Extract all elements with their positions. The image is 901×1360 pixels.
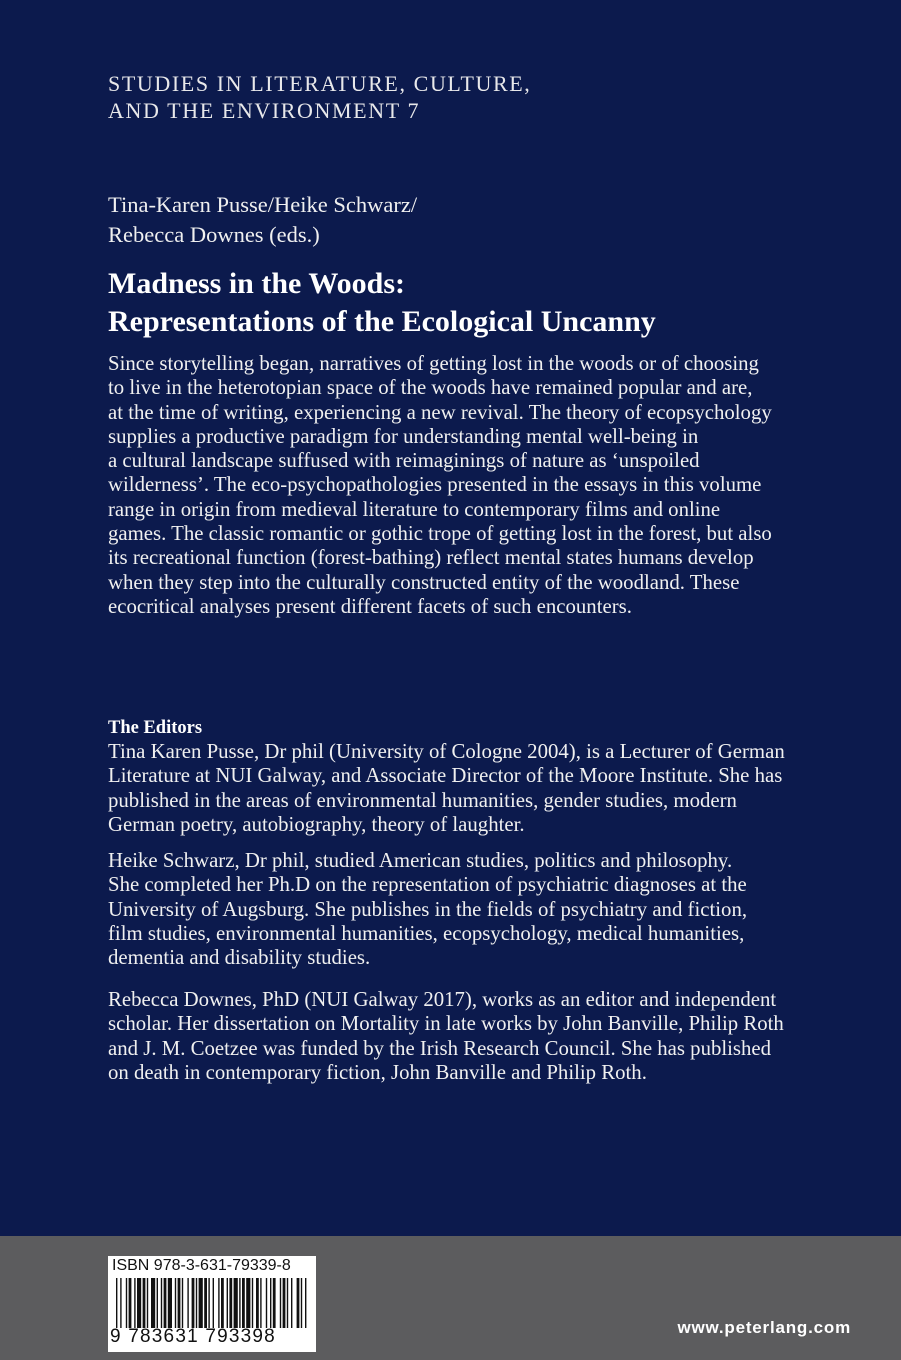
- barcode-bar: [221, 1278, 224, 1328]
- barcode-bar: [151, 1278, 155, 1328]
- barcode-bar: [147, 1278, 148, 1328]
- bio-line: film studies, environmental humanities, ecopsychology, medical humanities,: [108, 921, 745, 945]
- book-title-line-2: Representations of the Ecological Uncanny: [108, 305, 656, 338]
- editor-names: [108, 190, 808, 250]
- book-title: [108, 265, 868, 341]
- bio-line: published in the areas of environmental humanities, gender studies, modern: [108, 788, 737, 812]
- barcode-bar: [266, 1278, 267, 1328]
- barcode-bar: [239, 1278, 240, 1328]
- barcode-bar: [252, 1278, 253, 1328]
- barcode-bar: [305, 1278, 306, 1328]
- barcode-digits: 9 783631 793398: [110, 1326, 276, 1347]
- blurb-line: supplies a productive paradigm for understanding mental well-being in: [108, 424, 699, 448]
- barcode-bar: [192, 1278, 195, 1328]
- bio-line: University of Augsburg. She publishes in the fields of psychiatry and fiction,: [108, 897, 748, 921]
- blurb-line: at the time of writing, experiencing a new revival. The theory of ecopsychology: [108, 400, 772, 424]
- bio-line: and J. M. Coetzee was funded by the Irish Research Council. She has published: [108, 1036, 772, 1060]
- isbn-barcode: [108, 1256, 316, 1352]
- barcode-bar: [297, 1278, 300, 1328]
- barcode-bars-icon: [116, 1278, 308, 1328]
- series-title: [108, 70, 808, 124]
- bio-line: scholar. Her dissertation on Mortality in late works by John Banville, Philip Roth: [108, 1012, 784, 1036]
- blurb-line: wilderness’. The eco-psychopathologies presented in the essays in this volume: [108, 473, 762, 497]
- editor-names-line-1: Tina-Karen Pusse/Heike Schwarz/: [108, 192, 418, 217]
- barcode-bar: [218, 1278, 219, 1328]
- barcode-bar: [137, 1278, 141, 1328]
- barcode-bar: [196, 1278, 197, 1328]
- barcode-bar: [120, 1278, 121, 1328]
- barcode-bar: [129, 1278, 132, 1328]
- barcode-bar: [143, 1278, 146, 1328]
- editors-heading: The Editors: [108, 718, 203, 738]
- bio-line: on death in contemporary fiction, John Banville and Philip Roth.: [108, 1060, 647, 1084]
- barcode-bar: [283, 1278, 286, 1328]
- blurb-line: to live in the heterotopian space of the woods have remained popular and are,: [108, 376, 753, 400]
- editor-bio-pusse: [108, 740, 848, 837]
- blurb-line: when they step into the culturally constructed entity of the woodland. These: [108, 570, 740, 594]
- book-title-line-1: Madness in the Woods:: [108, 267, 406, 300]
- barcode-bar: [242, 1278, 245, 1328]
- barcode-bar: [199, 1278, 203, 1328]
- bio-line: Tina Karen Pusse, Dr phil (University of Cologne 2004), is a Lecturer of German: [108, 740, 785, 763]
- series-line-2: AND THE ENVIRONMENT 7: [108, 98, 421, 123]
- footer-band: [0, 1236, 901, 1360]
- barcode-bar: [164, 1278, 167, 1328]
- book-blurb: [108, 352, 848, 619]
- editor-names-line-2: Rebecca Downes (eds.): [108, 222, 320, 247]
- barcode-bar: [175, 1278, 176, 1328]
- bio-line: She completed her Ph.D on the representation of psychiatric diagnoses at the: [108, 873, 747, 897]
- barcode-bar: [168, 1278, 172, 1328]
- bio-line: Literature at NUI Galway, and Associate Director of the Moore Institute. She has: [108, 764, 783, 788]
- bio-line: Rebecca Downes, PhD (NUI Galway 2017), works as an editor and independent: [108, 988, 777, 1011]
- bio-line: dementia and disability studies.: [108, 946, 371, 970]
- barcode-bar: [280, 1278, 281, 1328]
- barcode-bar: [291, 1278, 292, 1328]
- barcode-bar: [260, 1278, 261, 1328]
- publisher-website-link[interactable]: www.peterlang.com: [677, 1318, 851, 1337]
- barcode-bar: [178, 1278, 181, 1328]
- isbn-label: ISBN 978-3-631-79339-8: [112, 1257, 291, 1274]
- barcode-bar: [134, 1278, 135, 1328]
- editor-bio-schwarz: [108, 849, 848, 970]
- barcode-bar: [246, 1278, 250, 1328]
- barcode-bar: [157, 1278, 158, 1328]
- series-line-1: STUDIES IN LITERATURE, CULTURE,: [108, 71, 532, 96]
- barcode-bar: [204, 1278, 207, 1328]
- barcode-bar: [126, 1278, 127, 1328]
- blurb-line: its recreational function (forest-bathing) reflect mental states humans develop: [108, 546, 754, 570]
- barcode-bar: [273, 1278, 276, 1328]
- barcode-bar: [234, 1278, 238, 1328]
- barcode-bar: [270, 1278, 271, 1328]
- bio-line: Heike Schwarz, Dr phil, studied American studies, politics and philosophy.: [108, 849, 733, 872]
- barcode-bar: [116, 1278, 117, 1328]
- barcode-bar: [287, 1278, 288, 1328]
- bio-line: German poetry, autobiography, theory of laughter.: [108, 812, 525, 836]
- barcode-bar: [213, 1278, 214, 1328]
- barcode-bar: [187, 1278, 188, 1328]
- barcode-bar: [229, 1278, 232, 1328]
- blurb-line: Since storytelling began, narratives of getting lost in the woods or of choosing: [108, 352, 759, 375]
- barcode-bar: [208, 1278, 209, 1328]
- barcode-bar: [301, 1278, 302, 1328]
- blurb-line: games. The classic romantic or gothic trope of getting lost in the forest, but also: [108, 522, 772, 546]
- barcode-bar: [256, 1278, 259, 1328]
- barcode-bar: [227, 1278, 228, 1328]
- barcode-bar: [182, 1278, 183, 1328]
- blurb-line: a cultural landscape suffused with reimaginings of nature as ‘unspoiled: [108, 449, 700, 473]
- blurb-line: ecocritical analyses present different facets of such encounters.: [108, 594, 632, 618]
- editor-bio-downes: [108, 988, 848, 1085]
- blurb-line: range in origin from medieval literature to contemporary films and online: [108, 497, 721, 521]
- barcode-bar: [161, 1278, 162, 1328]
